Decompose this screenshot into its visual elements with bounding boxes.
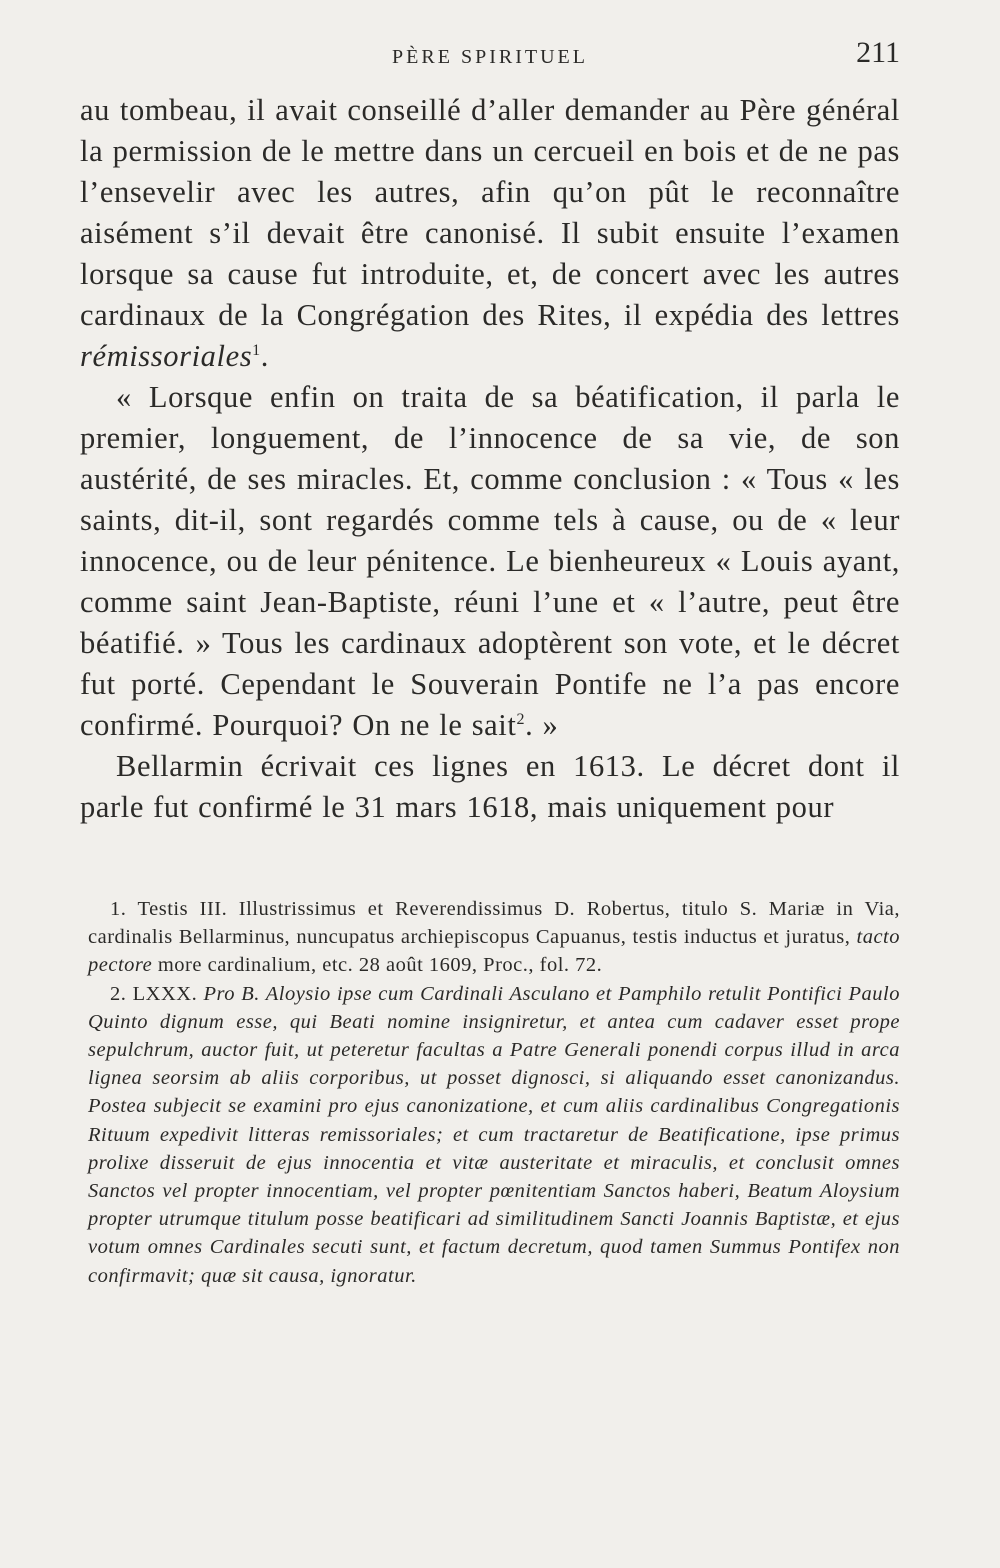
paragraph-1-end: .: [260, 339, 270, 373]
running-title: PÈRE SPIRITUEL: [392, 46, 588, 68]
footnote-ref-1: 1: [252, 341, 261, 359]
running-head: [80, 36, 900, 76]
paragraph-2-text: « Lorsque enfin on traita de sa béatification, il parla le premier, longuement, de l’innocence de sa vie, de son austérité, de ses miracles. Et, comme conclusion : « Tous « les saints, dit-il, sont regardés comme tels à cause, ou de « leur innocence, ou de leur pénitence. Le bienheureux « Louis ayant, comme saint Jean-Baptiste, réuni l’une et « l’autre, peut être béatifié. » Tous les cardinaux adoptèrent son vote, et le décret fut porté. Cependant le Souverain Pontife ne l’a pas encore confirmé. Pourquoi? On ne le sait: [80, 380, 900, 742]
paragraph-2-end: . »: [525, 708, 559, 742]
page-number: 211: [856, 36, 900, 69]
footnote-1: [88, 895, 900, 980]
paragraph-1-text: au tombeau, il avait conseillé d’aller demander au Père général la permission de le mettre dans un cercueil en bois et de ne pas l’ensevelir avec les autres, afin qu’on pût le reconnaître aisément s’il devait être canonisé. Il subit ensuite l’examen lorsque sa cause fut introduite, et, de concert avec les autres cardinaux de la Congrégation des Rites, il expédia des lettres: [80, 93, 900, 332]
footnote-1-text: 1. Testis III. Illustrissimus et Reverendissimus D. Robertus, titulo S. Mariæ in Via, cardinalis Bellarminus, nuncupatus archiepiscopus Capuanus, testis inductus et juratus,: [88, 898, 900, 949]
footnote-2-number: 2. LXXX.: [110, 982, 204, 1005]
footnote-ref-2: 2: [516, 710, 526, 728]
footnote-2: [88, 980, 900, 1290]
paragraph-3: Bellarmin écrivait ces lignes en 1613. Le décret dont il parle fut confirmé le 31 mars 1618, mais uniquement pour: [80, 749, 900, 824]
footnote-2-latin: Pro B. Aloysio ipse cum Cardinali Asculano et Pamphilo retulit Pontifici Paulo Quinto dignum esse, qui Beati nomine insigniretur, et antea cum cadaver esset prope sepulchrum, auctor fuit, ut peteretur facultas a Patre Generali ponendi corpus illud in arca lignea seorsim ab aliis corporibus, ut posset dignosci, si aliquando esset canonizandus. Postea subjecit se examini pro ejus canonizatione, et cum aliis cardinalibus Congregationis Rituum expedivit litteras remissoriales; et cum tractaretur de Beatificatione, ipse primus prolixe disseruit de ejus innocentia et vitæ austeritate et miraculis, et conclusit omnes Sanctos vel propter innocentiam, vel propter pœnitentiam Sanctos haberi, Beatum Aloysium propter utrumque titulum posse beatificari ad similitudinem Sancti Joannis Baptistæ, et ejus votum omnes Cardinales secuti sunt, et factum decretum, quod tamen Summus Pontifex non confirmavit; quæ sit causa, ignoratur.: [88, 982, 901, 1287]
footnote-1-italic: tacto pectore: [88, 926, 900, 977]
paragraph-1: [80, 90, 900, 377]
body-text: [80, 90, 900, 828]
paragraph-1-italic: rémissoriales: [80, 339, 253, 373]
footnotes: [88, 895, 900, 1290]
paragraph-2: [80, 377, 900, 746]
footnote-1-end: more cardinalium, etc. 28 août 1609, Proc., fol. 72.: [152, 954, 603, 977]
